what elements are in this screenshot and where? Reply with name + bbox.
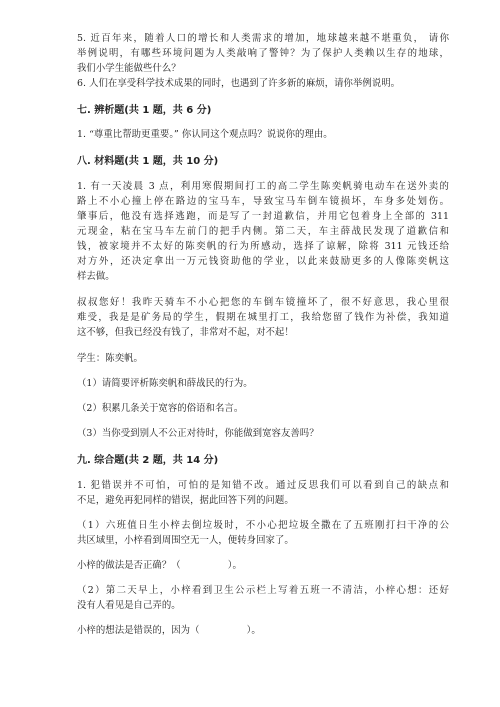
answer-blank-2: 小梓的想法是错误的，因为（ ）。 xyxy=(77,625,261,636)
material-para-line-1: 1. 有一天凌晨 3 点，利用寒假期间打工的高二学生陈奕帆骑电动车在送外卖的 xyxy=(77,181,449,192)
apology-letter-line-3: 这不够，但我已经没有钱了，非常对不起，对不起！ xyxy=(77,327,294,338)
material-para-line-3: 肇事后，他没有选择逃跑，而是写了一封道歉信，并用它包着身上全部的 311 xyxy=(77,211,449,222)
comprehensive-subquestion-2-line-1: （2）第二天早上，小梓看到卫生公示栏上写着五班一不清洁，小梓心想：还好 xyxy=(77,585,449,596)
material-para-line-7: 样去做。 xyxy=(77,271,115,282)
comprehensive-subquestion-1-line-1: （1）六班值日生小梓去倒垃圾时，不小心把垃圾全撒在了五班刚打扫干净的公 xyxy=(77,520,449,531)
material-para-line-6: 对方外，还决定拿出一万元钱资助他的学业，以此来鼓励更多的人像陈奕帆这 xyxy=(77,256,449,267)
comprehensive-intro-line-2: 不足，避免再犯同样的错误，据此回答下列的问题。 xyxy=(77,495,294,506)
apology-letter-line-2: 难受，我是是矿务局的学生，假期在城里打工，我给您留了钱作为补偿，我知道 xyxy=(77,312,449,323)
section-9-heading: 九. 综合题(共 2 题，共 14 分) xyxy=(77,455,219,466)
question-6: 6. 人们在享受科学技术成果的同时，也遇到了许多新的麻烦，请你举例说明。 xyxy=(77,78,401,89)
material-subquestion-3: （3）当你受到别人不公正对待时，你能做到宽容友善吗？ xyxy=(77,428,319,439)
material-para-line-5: 钱，被家境并不太好的陈奕帆的行为所感动，选择了谅解，除将 311 元钱还给 xyxy=(77,241,449,252)
answer-blank-1: 小梓的做法是否正确？（ ）。 xyxy=(77,560,242,571)
letter-signature: 学生：陈奕帆。 xyxy=(77,353,143,364)
comprehensive-subquestion-1-line-2: 共区域里，小梓看到周围空无一人，便转身回家了。 xyxy=(77,535,294,546)
section-7-heading: 七. 辨析题(共 1 题，共 6 分) xyxy=(77,105,212,116)
material-subquestion-2: （2）积累几条关于宽容的俗语和名言。 xyxy=(77,403,244,414)
question-5-line-3: 我们小学生能做些什么？ xyxy=(77,63,181,74)
question-5-line-2: 举例说明，有哪些环境问题为人类敲响了警钟？为了保护人类赖以生存的地球， xyxy=(77,48,449,59)
apology-letter-line-1: 叔叔您好！我昨天骑车不小心把您的车倒车镜撞坏了，很不好意思，我心里很 xyxy=(77,297,449,308)
material-para-line-4: 元现金，粘在宝马车左前门的把手内侧。第二天，车主薛战民发现了道歉信和 xyxy=(77,226,449,237)
material-para-line-2: 路上不小心撞上停在路边的宝马车，导致宝马车倒车镜损坏，车身多处划伤。 xyxy=(77,196,449,207)
question-5-line-1: 5. 近百年来，随着人口的增长和人类需求的增加，地球越来越不堪重负， 请你 xyxy=(77,33,449,44)
comprehensive-intro-line-1: 1. 犯错误并不可怕，可怕的是知错不改。通过反思我们可以看到自己的缺点和 xyxy=(77,480,449,491)
comprehensive-subquestion-2-line-2: 没有人看见是自己弄的。 xyxy=(77,600,181,611)
material-subquestion-1: （1）请简要评析陈奕帆和薛战民的行为。 xyxy=(77,378,253,389)
section-7-question-1: 1. “尊重比帮助更重要。” 你认同这个观点吗？说说你的理由。 xyxy=(77,129,333,140)
section-8-heading: 八. 材料题(共 1 题，共 10 分) xyxy=(77,156,219,167)
